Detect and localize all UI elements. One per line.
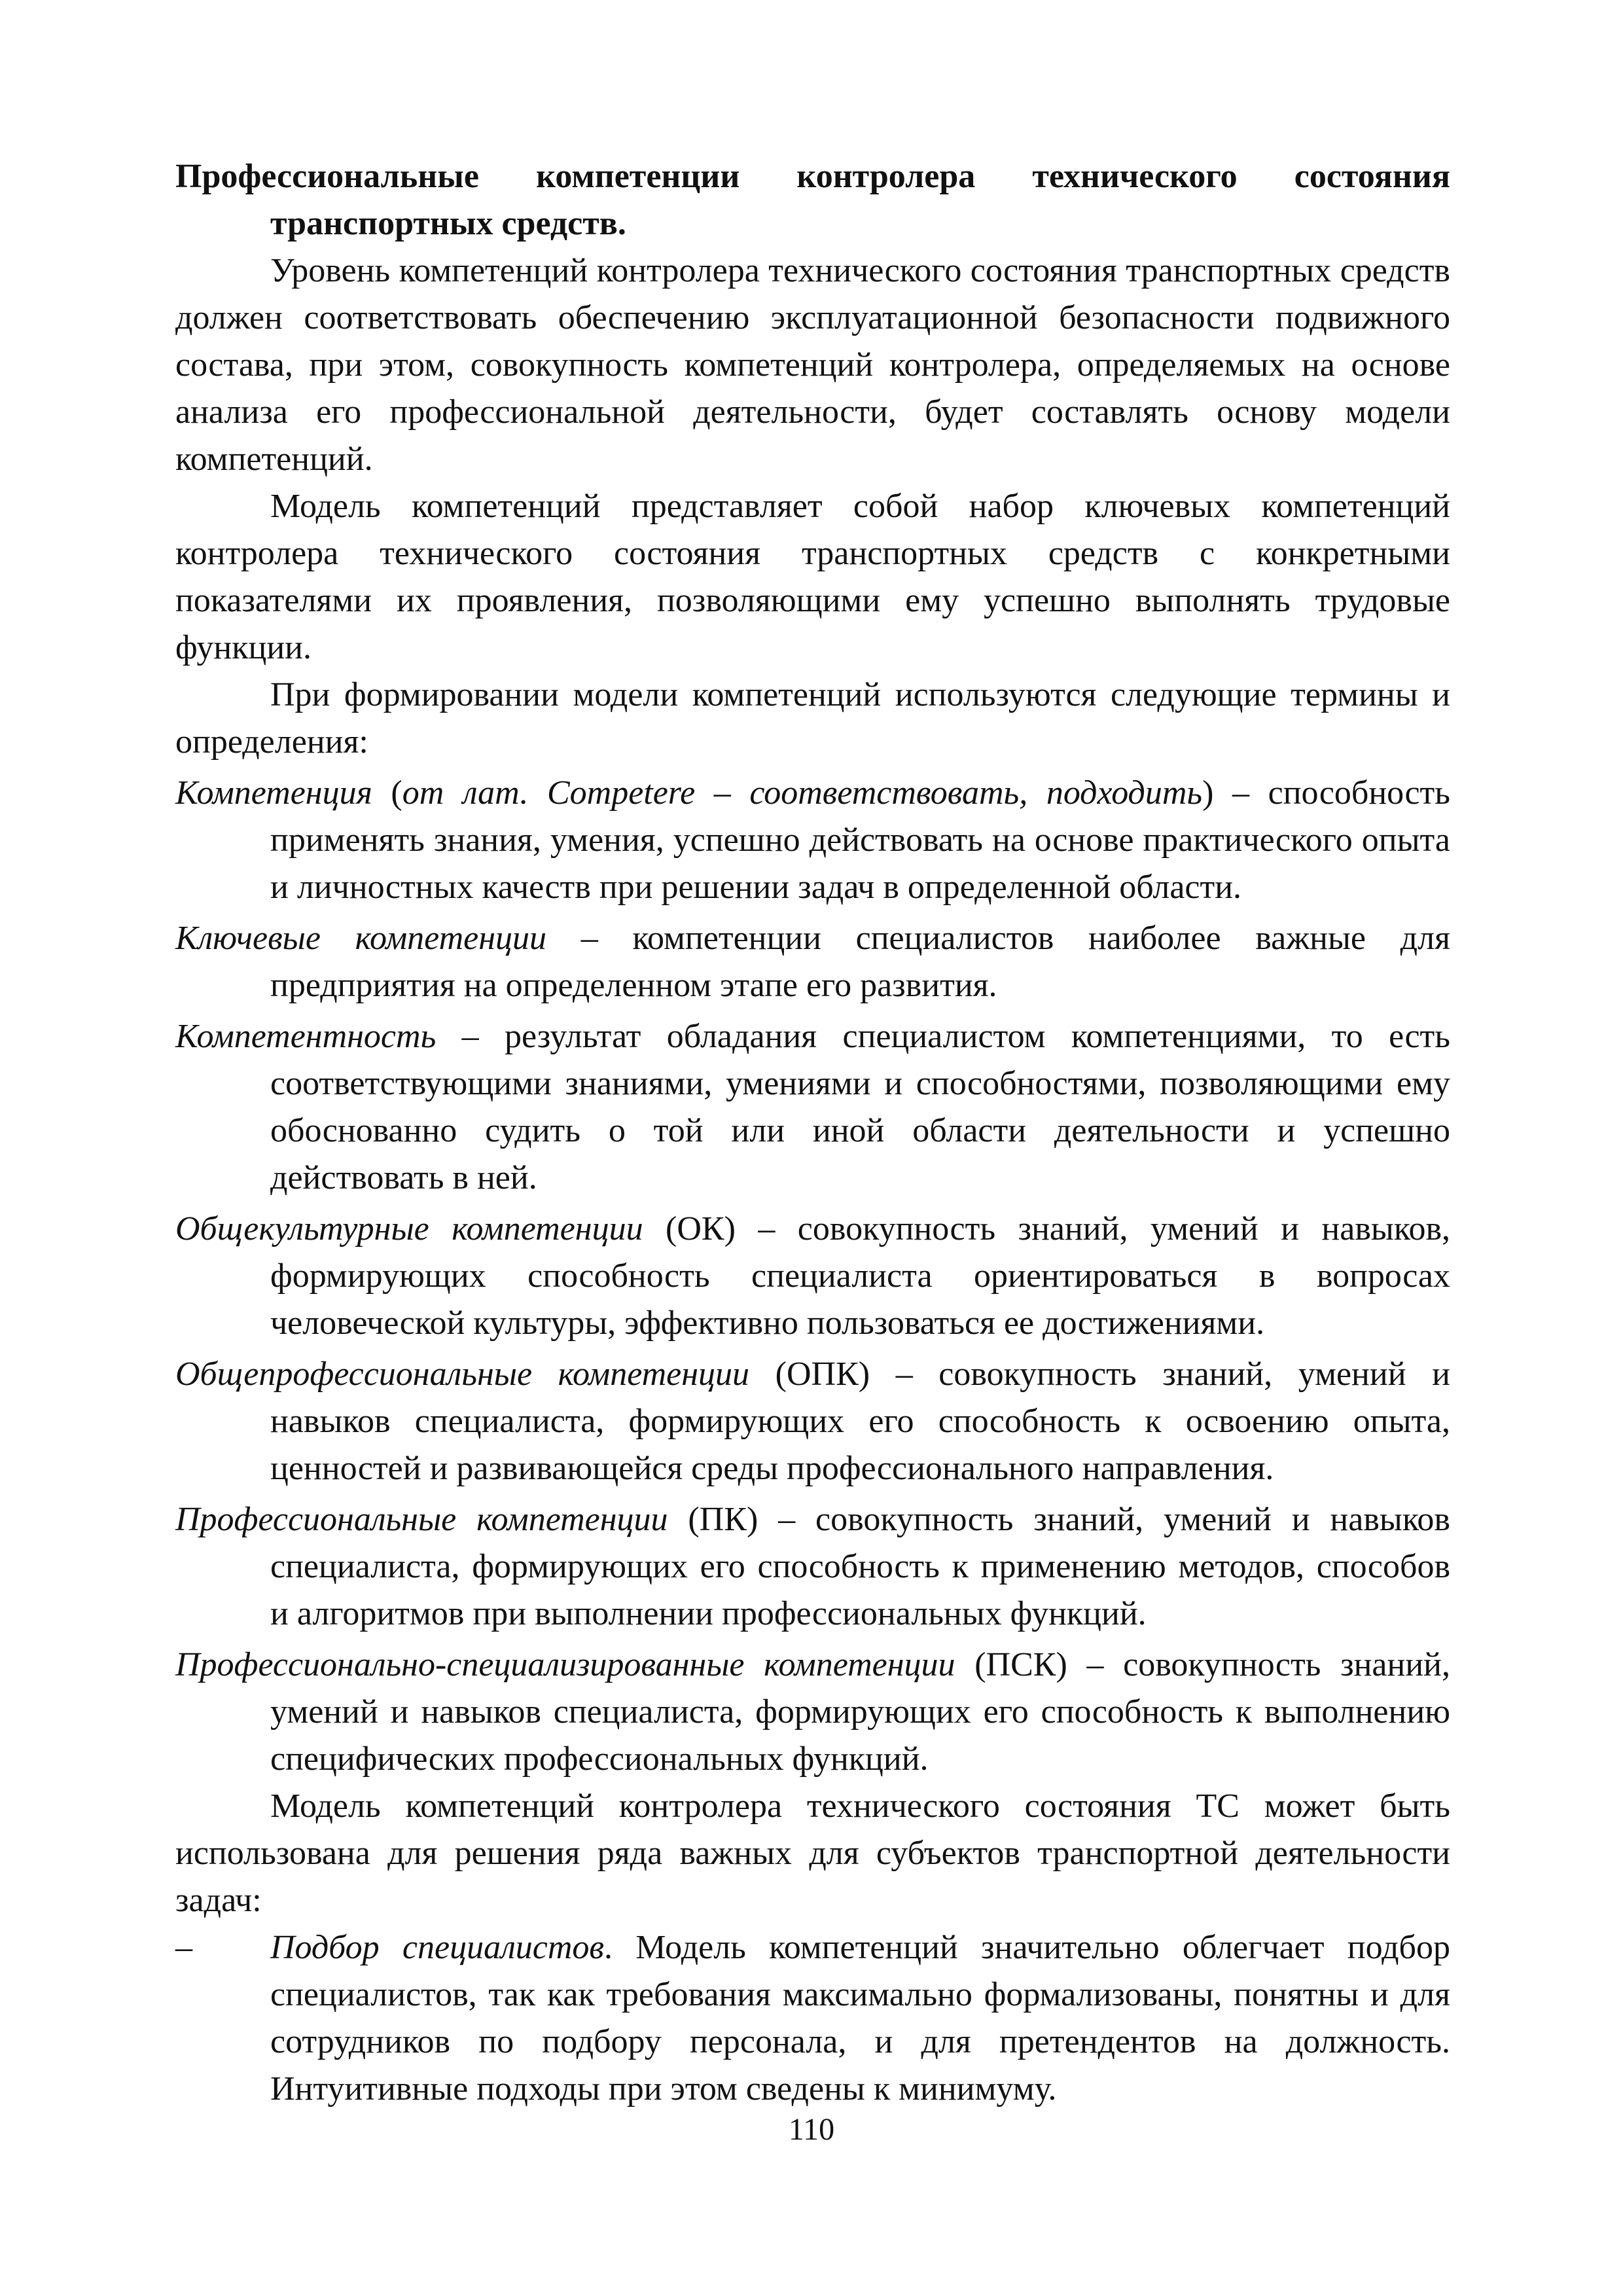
definition-text: ) – способность применять знания, умения, успешно действовать на основе практического опыта и личностных качеств при решении задач в определенной области. xyxy=(270,774,1450,906)
definition-term: Компетенция xyxy=(175,774,372,812)
list-item-term: Подбор специалистов xyxy=(270,1929,604,1966)
list-item xyxy=(175,1924,1450,2113)
paragraph-terms-intro: При формировании модели компетенций используются следующие термины и определения: xyxy=(175,676,1450,761)
definition-text: – результат обладания специалистом компетенциями, то есть соответствующими знаниями, умениями и способностями, позволяющими ему обоснованно судить о той или иной области деятельности и успешно действовать в ней. xyxy=(270,1018,1450,1196)
definition-text: (ОПК) – совокупность знаний, умений и навыков специалиста, формирующих его способность к освоению опыта, ценностей и развивающейся среды профессионального направления. xyxy=(270,1355,1450,1487)
definition-paren: ( xyxy=(372,774,402,812)
list-item-text: . Модель компетенций значительно облегчает подбор специалистов, так как требования максимально формализованы, понятны и для сотрудников по подбору персонала, и для претендентов на должность. Интуитивные подходы при этом сведены к минимуму. xyxy=(270,1929,1451,2108)
page-number: 110 xyxy=(788,2112,835,2147)
definition-term: Компетентность xyxy=(175,1018,437,1055)
paragraph-competence-level: Уровень компетенций контролера технического состояния транспортных средств должен соответствовать обеспечению эксплуатационной безопасности подвижного состава, при этом, совокупность компетенций контролера, определяемых на основе анализа его профессиональной деятельности, будет составлять основу модели компетенций. xyxy=(175,252,1450,478)
definition-term: Ключевые компетенции xyxy=(175,920,547,957)
definition-item xyxy=(175,1351,1450,1492)
definition-term: Профессиональные компетенции xyxy=(175,1501,668,1538)
definition-item xyxy=(175,1013,1450,1202)
definition-text: (ПК) – совокупность знаний, умений и навыков специалиста, формирующих его способность к применению методов, способов и алгоритмов при выполнении профессиональных функций. xyxy=(270,1501,1450,1632)
definition-term-note: от лат. Competere – соответствовать, подходить xyxy=(402,774,1203,812)
definition-item xyxy=(175,1206,1450,1347)
document-page xyxy=(175,153,1450,2113)
paragraph-model-usage: Модель компетенций контролера технического состояния ТС может быть использована для решения ряда важных для субъектов транспортной деятельности задач: xyxy=(175,1787,1450,1919)
definition-item xyxy=(175,1496,1450,1638)
definition-text: (ПСК) – совокупность знаний, умений и навыков специалиста, формирующих его способность к выполнению специфических профессиональных функций. xyxy=(270,1646,1450,1778)
definition-term: Общекультурные компетенции xyxy=(175,1210,643,1247)
paragraph-competence-model: Модель компетенций представляет собой набор ключевых компетенций контролера технического состояния транспортных средств с конкретными показателями их проявления, позволяющими ему успешно выполнять трудовые функции. xyxy=(175,488,1450,666)
definition-item xyxy=(175,1641,1450,1783)
definition-item xyxy=(175,770,1450,911)
definition-item xyxy=(175,915,1450,1009)
definition-term: Профессионально-специализированные компетенции xyxy=(175,1646,955,1683)
definition-text: – компетенции специалистов наиболее важные для предприятия на определенном этапе его развития. xyxy=(270,920,1451,1004)
definition-term: Общепрофессиональные компетенции xyxy=(175,1355,750,1393)
list-dash: – xyxy=(175,1929,192,1966)
definition-text: (ОК) – совокупность знаний, умений и навыков, формирующих способность специалиста ориентироваться в вопросах человеческой культуры, эффективно пользоваться ее достижениями. xyxy=(270,1210,1451,1342)
section-heading: Профессиональные компетенции контролера технического состояния транспортных средств. xyxy=(175,158,1450,242)
